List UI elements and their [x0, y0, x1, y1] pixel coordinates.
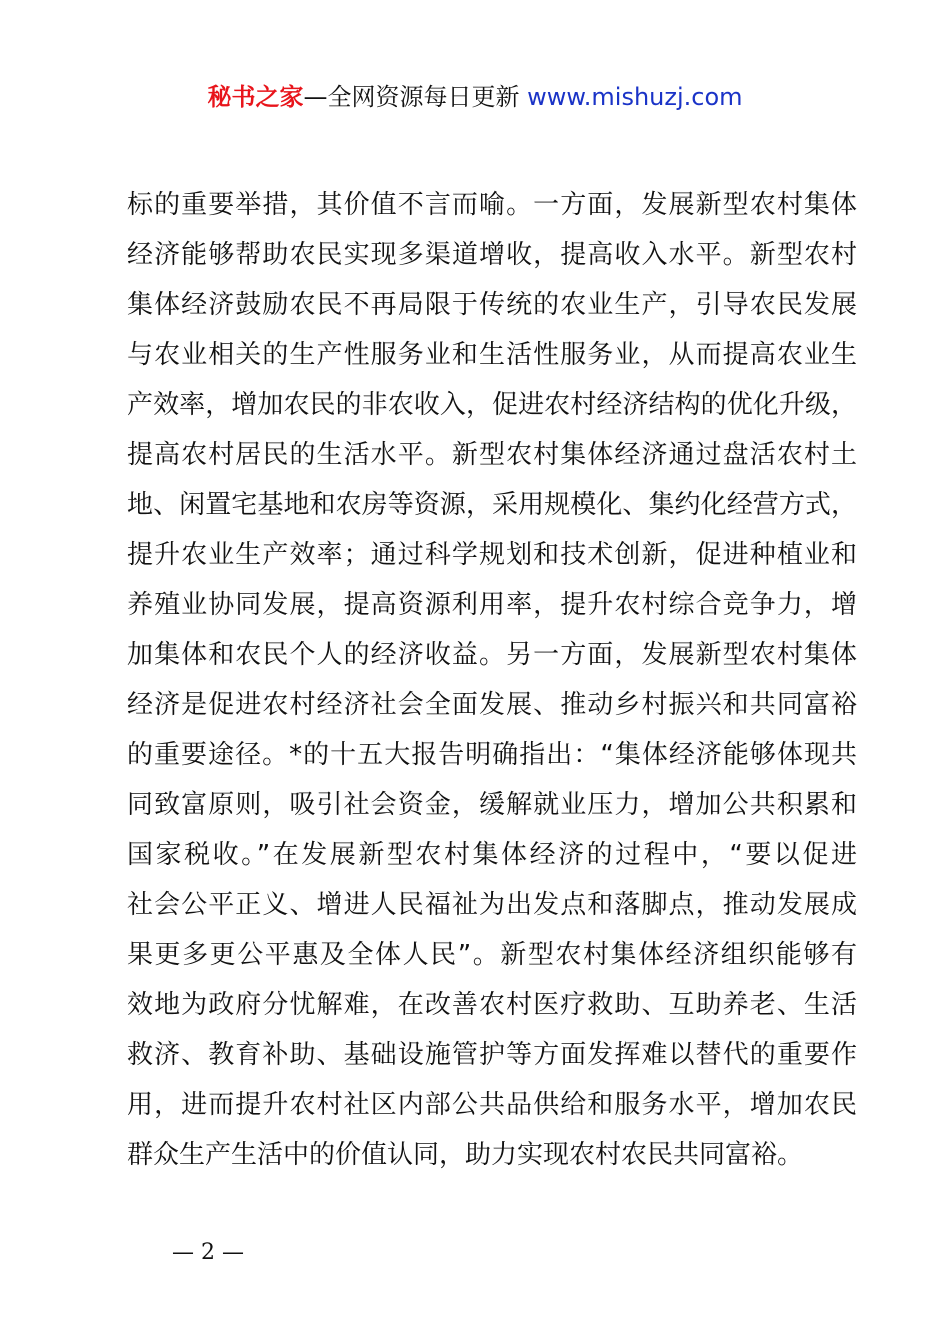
- paragraph-line: 效地为政府分忧解难，在改善农村医疗救助、互助养老、生活: [127, 990, 857, 1020]
- paragraph-line: 标的重要举措，其价值不言而喻。一方面，发展新型农村集体: [127, 190, 857, 220]
- paragraph-line: 提高农村居民的生活水平。新型农村集体经济通过盘活农村土: [127, 440, 857, 470]
- paragraph-line: 群众生产生活中的价值认同，助力实现农村农民共同富裕。: [127, 1140, 804, 1170]
- site-brand: 秘书之家: [207, 83, 304, 111]
- site-slogan: —全网资源每日更新: [303, 83, 520, 111]
- paragraph-line: 与农业相关的生产性服务业和生活性服务业，从而提高农业生: [127, 340, 857, 370]
- paragraph-line: 经济是促进农村经济社会全面发展、推动乡村振兴和共同富裕: [127, 690, 857, 720]
- paragraph-line: 国家税收。”在发展新型农村集体经济的过程中，“要以促进: [127, 840, 857, 870]
- paragraph-line: 救济、教育补助、基础设施管护等方面发挥难以替代的重要作: [127, 1040, 857, 1070]
- paragraph-line: 社会公平正义、增进人民福祉为出发点和落脚点，推动发展成: [127, 890, 857, 920]
- site-url-link[interactable]: www.mishuzj.com: [527, 83, 743, 111]
- paragraph-line: 加集体和农民个人的经济收益。另一方面，发展新型农村集体: [127, 640, 857, 670]
- paragraph-line: 的重要途径。*的十五大报告明确指出：“集体经济能够体现共: [127, 740, 857, 770]
- paragraph-line: 养殖业协同发展，提高资源利用率，提升农村综合竞争力，增: [127, 590, 857, 620]
- paragraph-line: 提升农业生产效率；通过科学规划和技术创新，促进种植业和: [127, 540, 857, 570]
- paragraph-line: 果更多更公平惠及全体人民”。新型农村集体经济组织能够有: [127, 940, 857, 970]
- page-header: [0, 80, 950, 114]
- page-number: — 2 —: [172, 1240, 244, 1265]
- paragraph-line: 产效率，增加农民的非农收入，促进农村经济结构的优化升级，: [127, 390, 857, 420]
- paragraph-line: 地、闲置宅基地和农房等资源，采用规模化、集约化经营方式，: [127, 490, 857, 520]
- paragraph-line: 集体经济鼓励农民不再局限于传统的农业生产，引导农民发展: [127, 290, 857, 320]
- paragraph-line: 用，进而提升农村社区内部公共品供给和服务水平，增加农民: [127, 1090, 857, 1120]
- paragraph-line: 经济能够帮助农民实现多渠道增收，提高收入水平。新型农村: [127, 240, 857, 270]
- document-body: [127, 180, 857, 1180]
- paragraph-line: 同致富原则，吸引社会资金，缓解就业压力，增加公共积累和: [127, 790, 857, 820]
